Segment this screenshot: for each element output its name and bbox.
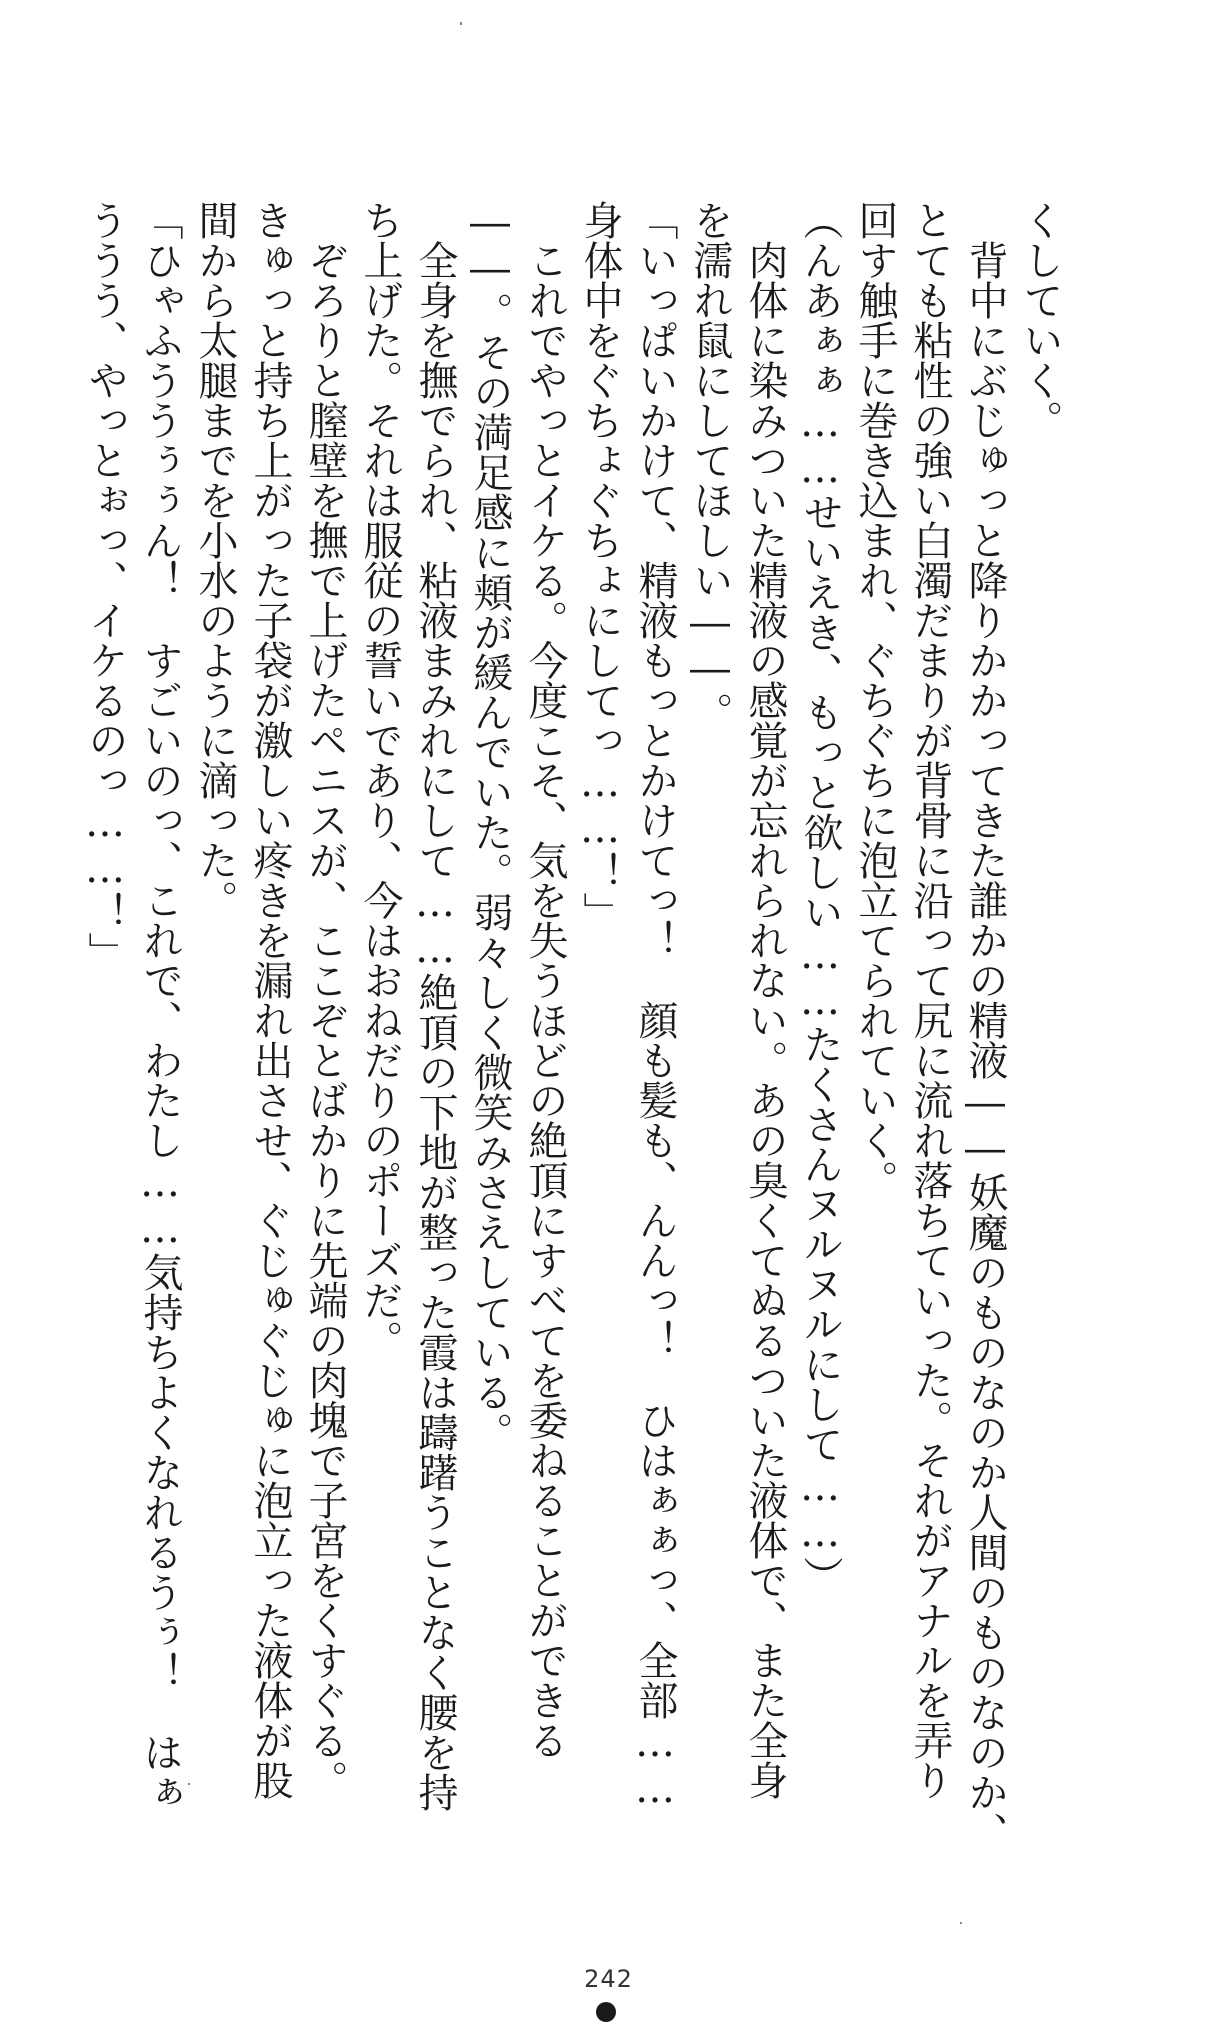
text-line: これでやっとイケる。今度こそ、気を失うほどの絶頂にすべてを委ねることができる	[522, 240, 568, 1760]
text-line: 身体中をぐちょぐちょにしてっ……！」	[577, 200, 623, 932]
scan-speck	[460, 22, 462, 25]
page-marker-dot	[596, 2002, 616, 2022]
text-line: ううう、やっとぉっ、イケるのっ……！」	[82, 200, 128, 972]
text-line: ぞろりと膣壁を撫で上げたペニスが、ここぞとばかりに先端の肉塊で子宮をくすぐる。	[302, 240, 348, 1800]
text-line: 全身を撫でられ、粘液まみれにして……絶頂の下地が整った霞は躊躇うことなく腰を持	[412, 240, 458, 1812]
text-line: 肉体に染みついた精液の感覚が忘れられない。あの臭くてぬるついた液体で、また全身	[742, 240, 788, 1800]
text-line: 間から太腿までを小水のように滴った。	[192, 200, 238, 920]
text-line: ――。その満足感に頬が緩んでいた。弱々しく微笑みさえしている。	[467, 200, 513, 1452]
text-line: ち上げた。それは服従の誓いであり、今はおねだりのポーズだ。	[357, 200, 403, 1360]
text-line: 背中にぶじゅっと降りかかってきた誰かの精液――妖魔のものなのか人間のものなのか、	[962, 240, 1008, 1852]
page-body-text	[82, 200, 1067, 1920]
text-line: 回す触手に巻き込まれ、ぐちぐちに泡立てられていく。	[852, 200, 898, 1200]
scan-speck	[188, 1783, 190, 1785]
text-line: とても粘性の強い白濁だまりが背骨に沿って尻に流れ落ちていった。それがアナルを弄り	[907, 200, 953, 1800]
scan-speck	[960, 1922, 962, 1924]
text-line: きゅっと持ち上がった子袋が激しい疼きを漏れ出させ、ぐじゅぐじゅに泡立った液体が股	[247, 200, 293, 1800]
text-line: くしていく。	[1017, 200, 1063, 440]
text-line: 「いっぱいかけて、精液もっとかけてっ！ 顔も髪も、んんっ！ ひはぁぁっ、全部……	[632, 200, 678, 1812]
text-line: 「ひゃふううぅぅん！ すごいのっ、これで、わたし……気持ちよくなれるうぅ！ はぁ	[137, 200, 183, 1812]
text-line: （んあぁぁ……せいえき、もっと欲しい……たくさんヌルヌルにして……）	[797, 200, 843, 1596]
page-number: 242	[584, 1965, 633, 1993]
text-line: を濡れ鼠にしてほしい――。	[687, 200, 733, 732]
